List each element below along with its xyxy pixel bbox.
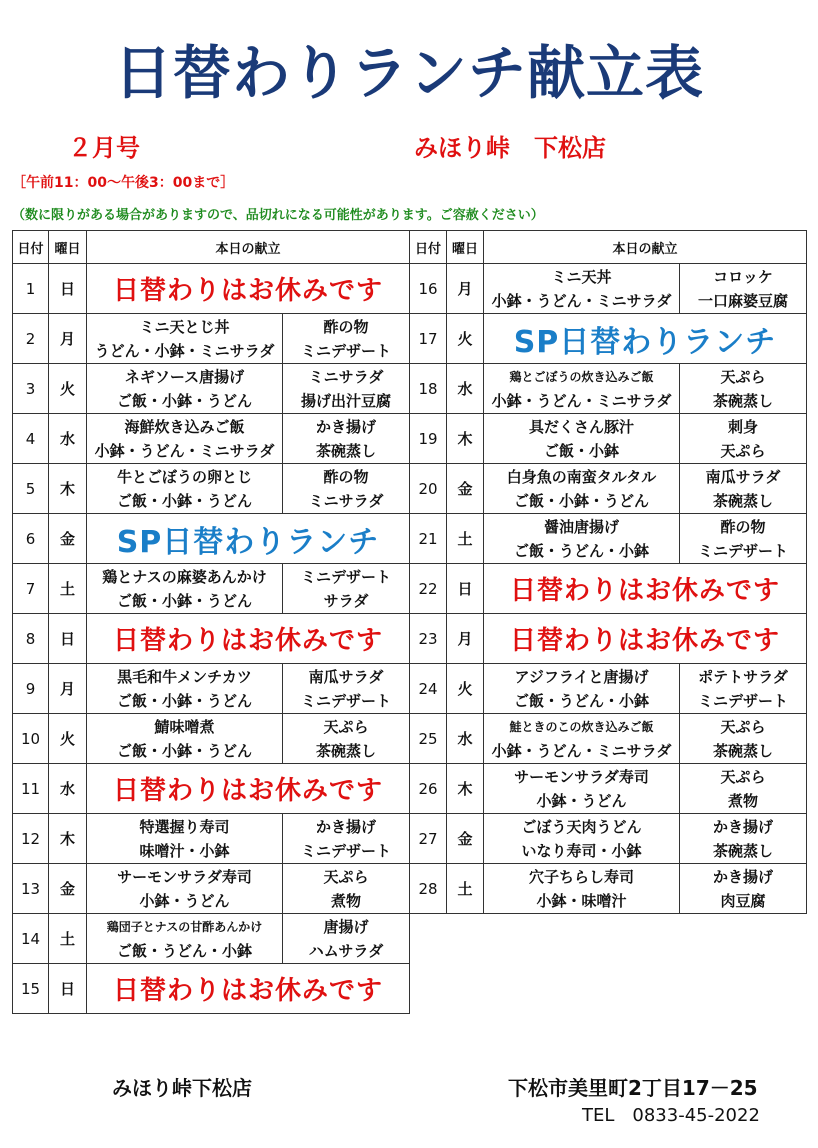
day-number: 1	[13, 264, 49, 314]
menu-row	[13, 314, 410, 364]
day-of-week: 月	[447, 614, 484, 664]
main-dish-cell	[484, 514, 680, 564]
main-sides: 小鉢・うどん・ミニサラダ	[491, 391, 672, 410]
day-number: 20	[410, 464, 447, 514]
holiday-text: 日替わりはお休みです	[510, 576, 781, 606]
menu-row	[410, 464, 807, 514]
day-of-week: 金	[447, 464, 484, 514]
main-sides: ご飯・小鉢	[543, 441, 619, 460]
main-dish: 牛とごぼうの卵とじ	[116, 467, 252, 486]
day-number: 28	[410, 864, 447, 914]
special-lunch-text: SP日替わりランチ	[513, 324, 777, 360]
main-dish-cell	[484, 414, 680, 464]
day-number: 16	[410, 264, 447, 314]
side-dish-1: 酢の物	[323, 467, 369, 486]
main-sides: ご飯・うどん・小鉢	[513, 691, 649, 710]
main-dish-cell	[87, 864, 283, 914]
menu-row	[13, 614, 410, 664]
header-dow: 曜日	[447, 231, 484, 264]
main-dish-cell	[484, 814, 680, 864]
side-dish-1: ミニデザート	[301, 567, 392, 586]
menu-row	[13, 264, 410, 314]
menu-row	[410, 564, 807, 614]
main-dish-cell	[484, 464, 680, 514]
day-of-week: 火	[49, 364, 87, 414]
menu-row	[13, 364, 410, 414]
day-number: 8	[13, 614, 49, 664]
day-of-week: 木	[49, 814, 87, 864]
main-dish: 具だくさん豚汁	[528, 417, 634, 436]
side-dish-1: 天ぷら	[720, 717, 766, 736]
day-of-week: 木	[447, 764, 484, 814]
day-number: 3	[13, 364, 49, 414]
side-dish-cell	[680, 464, 807, 514]
side-dish-1: 天ぷら	[323, 717, 369, 736]
page-title: 日替わりランチ献立表	[113, 39, 704, 107]
day-of-week: 金	[49, 864, 87, 914]
main-dish: 海鮮炊き込みご飯	[124, 417, 245, 436]
main-sides: ご飯・うどん・小鉢	[116, 941, 252, 960]
side-dish-2: ミニデザート	[301, 691, 392, 710]
main-dish-cell	[87, 364, 283, 414]
side-dish-2: 茶碗蒸し	[316, 441, 377, 460]
side-dish-cell	[680, 814, 807, 864]
side-dish-1: 南瓜サラダ	[308, 667, 384, 686]
day-number: 14	[13, 914, 49, 964]
holiday-cell	[87, 614, 410, 664]
main-dish-cell	[87, 714, 283, 764]
holiday-cell	[87, 964, 410, 1014]
side-dish-1: 天ぷら	[720, 367, 766, 386]
side-dish-1: ミニサラダ	[308, 367, 384, 386]
day-of-week: 水	[49, 414, 87, 464]
stock-notice: （数に限りがある場合がありますので、品切れになる可能性があります。ご容赦ください）	[12, 208, 544, 223]
footer-address: 下松市美里町2丁目17－25	[508, 1076, 758, 1100]
main-dish: 鶏とごぼうの炊き込みご飯	[509, 369, 654, 384]
main-sides: ご飯・小鉢・うどん	[116, 691, 252, 710]
holiday-text: 日替わりはお休みです	[113, 976, 384, 1006]
day-number: 17	[410, 314, 447, 364]
day-of-week: 土	[49, 914, 87, 964]
issue-label: ２月号	[68, 134, 140, 162]
day-of-week: 日	[49, 964, 87, 1014]
side-dish-cell	[283, 464, 410, 514]
day-number: 4	[13, 414, 49, 464]
holiday-cell	[87, 764, 410, 814]
main-dish: ネギソース唐揚げ	[124, 367, 245, 386]
side-dish-2: ミニデザート	[301, 341, 392, 360]
main-dish-cell	[484, 714, 680, 764]
side-dish-cell	[283, 864, 410, 914]
main-dish: アジフライと唐揚げ	[514, 667, 649, 686]
day-number: 9	[13, 664, 49, 714]
main-sides: 味噌汁・小鉢	[139, 841, 230, 860]
day-of-week: 月	[49, 664, 87, 714]
side-dish-1: 酢の物	[720, 517, 766, 536]
side-dish-1: かき揚げ	[713, 867, 774, 886]
menu-row	[410, 764, 807, 814]
menu-row	[410, 664, 807, 714]
main-sides: 小鉢・うどん・ミニサラダ	[491, 741, 672, 760]
main-dish: 穴子ちらし寿司	[528, 867, 634, 886]
day-number: 25	[410, 714, 447, 764]
main-dish: ミニ天とじ丼	[139, 317, 230, 336]
side-dish-2: ミニサラダ	[308, 491, 384, 510]
holiday-text: 日替わりはお休みです	[113, 626, 384, 656]
side-dish-cell	[680, 714, 807, 764]
header-dow: 曜日	[49, 231, 87, 264]
day-number: 6	[13, 514, 49, 564]
menu-row	[410, 514, 807, 564]
day-number: 10	[13, 714, 49, 764]
side-dish-cell	[680, 664, 807, 714]
day-of-week: 月	[447, 264, 484, 314]
menu-row	[410, 364, 807, 414]
day-number: 5	[13, 464, 49, 514]
side-dish-cell	[283, 364, 410, 414]
side-dish-cell	[283, 714, 410, 764]
day-of-week: 火	[447, 314, 484, 364]
footer-tel: TEL 0833-45-2022	[582, 1105, 760, 1126]
side-dish-1: ポテトサラダ	[698, 667, 788, 686]
day-of-week: 土	[49, 564, 87, 614]
day-number: 23	[410, 614, 447, 664]
side-dish-1: かき揚げ	[713, 817, 774, 836]
day-of-week: 金	[49, 514, 87, 564]
day-of-week: 火	[447, 664, 484, 714]
menu-row	[13, 714, 410, 764]
special-lunch-text: SP日替わりランチ	[116, 524, 380, 560]
main-dish-cell	[87, 914, 283, 964]
day-of-week: 木	[447, 414, 484, 464]
side-dish-1: かき揚げ	[316, 417, 377, 436]
holiday-cell	[87, 264, 410, 314]
main-sides: ご飯・小鉢・うどん	[116, 491, 252, 510]
main-dish-cell	[87, 814, 283, 864]
holiday-text: 日替わりはお休みです	[113, 276, 384, 306]
menu-row	[410, 714, 807, 764]
header-day: 日付	[410, 231, 447, 264]
header-menu: 本日の献立	[484, 231, 807, 264]
special-lunch-cell	[87, 514, 410, 564]
side-dish-2: ハムサラダ	[308, 941, 384, 960]
side-dish-cell	[283, 314, 410, 364]
main-sides: 小鉢・味噌汁	[536, 891, 627, 910]
day-number: 7	[13, 564, 49, 614]
main-sides: 小鉢・うどん・ミニサラダ	[491, 291, 672, 310]
main-dish-cell	[87, 664, 283, 714]
menu-row	[410, 814, 807, 864]
main-dish: 黒毛和牛メンチカツ	[117, 667, 252, 686]
side-dish-2: サラダ	[323, 591, 369, 610]
side-dish-cell	[680, 864, 807, 914]
day-number: 12	[13, 814, 49, 864]
day-of-week: 水	[447, 714, 484, 764]
side-dish-cell	[680, 414, 807, 464]
day-of-week: 日	[447, 564, 484, 614]
day-number: 18	[410, 364, 447, 414]
main-sides: 小鉢・うどん・ミニサラダ	[94, 441, 275, 460]
side-dish-2: ミニデザート	[301, 841, 392, 860]
main-dish-cell	[484, 764, 680, 814]
day-number: 19	[410, 414, 447, 464]
main-dish-cell	[484, 364, 680, 414]
menu-table-right	[409, 230, 807, 914]
menu-row	[410, 414, 807, 464]
main-dish-cell	[87, 314, 283, 364]
menu-row	[13, 464, 410, 514]
menu-row	[13, 764, 410, 814]
side-dish-2: 肉豆腐	[720, 891, 766, 910]
day-of-week: 火	[49, 714, 87, 764]
side-dish-1: 唐揚げ	[323, 917, 369, 936]
main-dish-cell	[87, 464, 283, 514]
side-dish-1: かき揚げ	[316, 817, 377, 836]
main-sides: うどん・小鉢・ミニサラダ	[94, 341, 275, 360]
side-dish-2: 煮物	[728, 791, 759, 810]
day-number: 22	[410, 564, 447, 614]
main-dish: 鯖味噌煮	[154, 717, 215, 736]
day-of-week: 土	[447, 514, 484, 564]
day-number: 27	[410, 814, 447, 864]
day-of-week: 土	[447, 864, 484, 914]
main-dish: サーモンサラダ寿司	[514, 767, 649, 786]
lunch-hours: ［午前11：00～午後3：00まで］	[12, 175, 235, 191]
menu-row	[13, 664, 410, 714]
footer-store: みほり峠下松店	[112, 1076, 252, 1100]
main-sides: ご飯・小鉢・うどん	[513, 491, 649, 510]
side-dish-1: 天ぷら	[720, 767, 766, 786]
menu-row	[410, 314, 807, 364]
side-dish-cell	[283, 664, 410, 714]
side-dish-cell	[680, 764, 807, 814]
menu-row	[410, 864, 807, 914]
main-sides: ご飯・うどん・小鉢	[513, 541, 649, 560]
side-dish-cell	[283, 564, 410, 614]
side-dish-1: 酢の物	[323, 317, 369, 336]
side-dish-2: 茶碗蒸し	[316, 741, 377, 760]
main-sides: ご飯・小鉢・うどん	[116, 591, 252, 610]
side-dish-2: 茶碗蒸し	[713, 741, 774, 760]
side-dish-2: ミニデザート	[698, 691, 789, 710]
main-sides: いなり寿司・小鉢	[521, 841, 642, 860]
side-dish-2: 煮物	[331, 891, 362, 910]
side-dish-1: 刺身	[728, 417, 759, 436]
day-of-week: 日	[49, 264, 87, 314]
main-dish-cell	[87, 564, 283, 614]
main-dish: ミニ天丼	[551, 267, 612, 286]
holiday-text: 日替わりはお休みです	[113, 776, 384, 806]
main-dish: サーモンサラダ寿司	[117, 867, 252, 886]
side-dish-cell	[680, 364, 807, 414]
side-dish-cell	[680, 264, 807, 314]
store-name: みほり峠 下松店	[414, 134, 606, 162]
day-number: 15	[13, 964, 49, 1014]
menu-row	[410, 264, 807, 314]
side-dish-cell	[283, 414, 410, 464]
side-dish-cell	[283, 814, 410, 864]
main-dish: 鶏団子とナスの甘酢あんかけ	[106, 919, 263, 934]
main-dish-cell	[484, 864, 680, 914]
menu-table-left	[12, 230, 410, 1014]
menu-row	[13, 564, 410, 614]
day-of-week: 金	[447, 814, 484, 864]
main-dish: 鶏とナスの麻婆あんかけ	[102, 567, 267, 586]
main-dish-cell	[87, 414, 283, 464]
special-lunch-cell	[484, 314, 807, 364]
menu-row	[13, 414, 410, 464]
day-of-week: 月	[49, 314, 87, 364]
side-dish-2: 茶碗蒸し	[713, 841, 774, 860]
main-dish: 白身魚の南蛮タルタル	[506, 467, 657, 486]
menu-row	[13, 514, 410, 564]
holiday-cell	[484, 564, 807, 614]
day-number: 24	[410, 664, 447, 714]
holiday-cell	[484, 614, 807, 664]
day-of-week: 水	[49, 764, 87, 814]
day-number: 26	[410, 764, 447, 814]
main-dish: 鮭ときのこの炊き込みご飯	[509, 719, 654, 734]
holiday-text: 日替わりはお休みです	[510, 626, 781, 656]
side-dish-2: 揚げ出汁豆腐	[301, 391, 392, 410]
day-of-week: 水	[447, 364, 484, 414]
day-number: 11	[13, 764, 49, 814]
side-dish-2: 天ぷら	[720, 441, 766, 460]
side-dish-1: 南瓜サラダ	[705, 467, 781, 486]
menu-row	[13, 814, 410, 864]
main-dish-cell	[484, 664, 680, 714]
side-dish-2: 茶碗蒸し	[713, 491, 774, 510]
header-day: 日付	[13, 231, 49, 264]
day-number: 13	[13, 864, 49, 914]
menu-row	[13, 914, 410, 964]
header-menu: 本日の献立	[87, 231, 410, 264]
side-dish-cell	[283, 914, 410, 964]
main-sides: 小鉢・うどん	[536, 791, 627, 810]
main-dish: 醤油唐揚げ	[543, 517, 619, 536]
menu-row	[410, 614, 807, 664]
main-dish: ごぼう天肉うどん	[521, 817, 642, 836]
side-dish-2: 一口麻婆豆腐	[698, 291, 789, 310]
side-dish-1: コロッケ	[713, 267, 773, 286]
menu-row	[13, 864, 410, 914]
main-sides: ご飯・小鉢・うどん	[116, 391, 252, 410]
side-dish-cell	[680, 514, 807, 564]
main-dish-cell	[484, 264, 680, 314]
day-of-week: 木	[49, 464, 87, 514]
main-sides: 小鉢・うどん	[139, 891, 230, 910]
day-number: 21	[410, 514, 447, 564]
day-number: 2	[13, 314, 49, 364]
menu-row	[13, 964, 410, 1014]
day-of-week: 日	[49, 614, 87, 664]
main-sides: ご飯・小鉢・うどん	[116, 741, 252, 760]
side-dish-2: 茶碗蒸し	[713, 391, 774, 410]
side-dish-2: ミニデザート	[698, 541, 789, 560]
main-dish: 特選握り寿司	[139, 817, 230, 836]
side-dish-1: 天ぷら	[323, 867, 369, 886]
